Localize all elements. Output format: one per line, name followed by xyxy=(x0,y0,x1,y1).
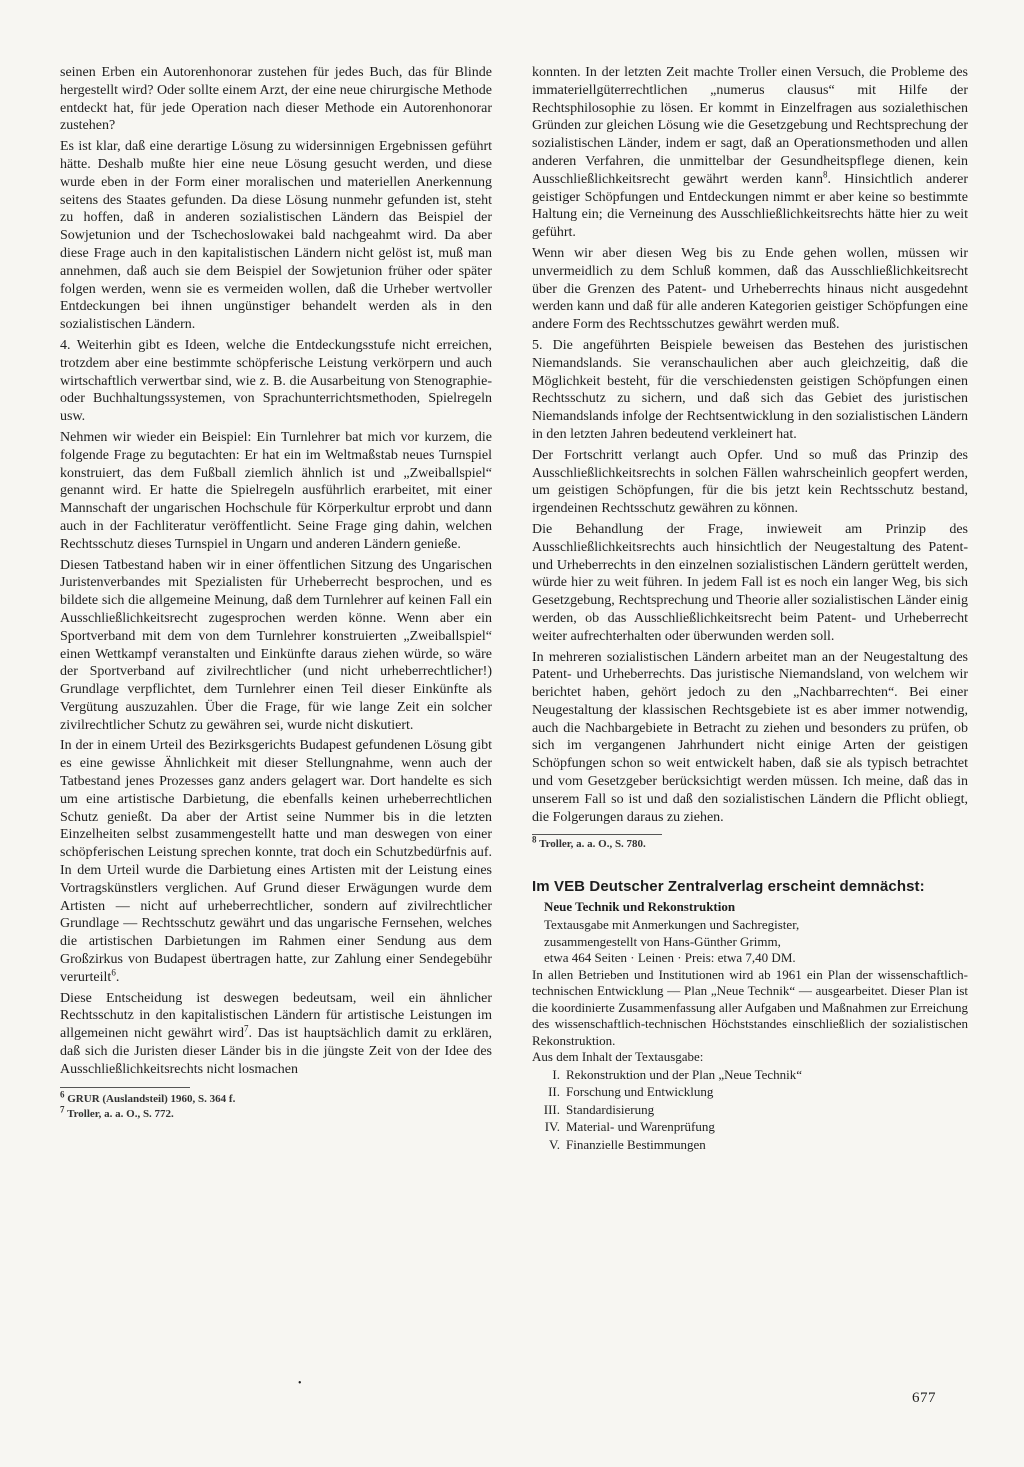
book-meta-line: zusammengestellt von Hans-Günther Grimm, xyxy=(544,933,781,949)
item-text: Forschung und Entwicklung xyxy=(566,1084,714,1100)
paragraph: Es ist klar, daß eine derartige Lösung zu widersinnigen Ergebnissen geführt hätte. Deshalb mußte hier eine neue Lösung gesucht werden, und diese wurde eben in der Form einer moralischen und materiellen Anerkennung seitens des Staates gefunden. Da diese Lösung nunmehr gefunden ist, steht zu hoffen, daß in anderen sozialistischen Ländern das Beispiel der Sowjetunion und der Tschechoslowakei bald nachgeahmt wird. Da aber diese Frage auch in den kapitalistischen Ländern nicht gelöst ist, muß man annehmen, daß auch sie dem Beispiel der Sowjetunion früher oder später folgen werden, wenn sie es vermeiden wollen, daß die Urheber wertvoller Entdeckungen bei ihnen ungünstiger behandelt werden als in den sozialistischen Ländern. xyxy=(60,139,492,333)
paragraph-text: In der in einem Urteil des Bezirksgerichts Budapest gefundenen Lösung gibt es eine gewisse Ähnlichkeit mit dieser Stellungnahme, wenn auch der Tatbestand jenes Prozesses ganz anders gelagert war. Dort handelte es sich um eine artistische Darbietung, die ebenfalls keinen urheberrechtlichen Schutz genießt. Da aber der Artist seine Nummer bis in die letzten Einzelheiten selbst zusammengestellt hatte und man deswegen von einer schöpferischen Leistung sprechen konnte, trat doch ein Schutzbedürfnis auf. In dem Urteil wurde die Darbietung eines Artisten mit der Leistung eines Vortragskünstlers verglichen. Auf Grund dieser Erwägungen wurde dem Artisten — nicht auf urheberrechtlicher, sondern auf zivilrechtlicher Grundlage — Rechtsschutz gewährt und das ungarische Fernsehen, welches die artistischen Darbietungen im Rahmen einer Sendung aus dem Großzirkus von Budapest übertragen hatte, zur Zahlung einer Sendegebühr verurteilt xyxy=(60,738,492,985)
paragraph-end: . xyxy=(115,969,120,985)
publisher-advertisement xyxy=(532,878,968,1153)
footnote-number: 8 xyxy=(532,834,537,845)
footnote-mark: 8 xyxy=(823,169,828,180)
footnote-mark: 6 xyxy=(111,967,116,978)
paragraph: 4. Weiterhin gibt es Ideen, welche die Entdeckungsstufe nicht erreichen, trotzdem aber eine bestimmte schöpferische Leistung verkörpern und auch wirtschaftlich verwertbar sind, wie z. B. die Ausarbeitung von Stenographie- oder Buchhaltungssystemen, von Sprachunterrichtsmethoden, Spielregeln usw. xyxy=(60,337,492,425)
contents-item xyxy=(532,1136,968,1154)
footnote xyxy=(60,1103,492,1122)
item-number: IV. xyxy=(544,1119,560,1135)
print-mark: • xyxy=(298,1378,302,1389)
paragraph: Wenn wir aber diesen Weg bis zu Ende gehen wollen, müssen wir unvermeidlich zu dem Schluß kommen, daß das Ausschließlichkeitsrecht über die Grenzen des Patent- und Urheberrechts hinaus nicht ausgedehnt werden kann und daß für alle anderen Kategorien geistiger Schöpfungen eine andere Form des Rechtsschutzes gewährt werden muß. xyxy=(532,245,968,333)
paragraph: Die Behandlung der Frage, inwieweit am Prinzip des Ausschließlichkeitsrechts auch hinsichtlich der Neugestaltung des Patent- und Urheberrechts in den einzelnen sozialistischen Ländern gerüttelt werden, würde hier zu weit führen. In jedem Fall ist es noch ein langer Weg, bis sich Gesetzgebung, Rechtsprechung und Theorie aller sozialistischen Länder einig werden, ob das Ausschließlichkeitsrecht beim Patent- und Urheberrecht weiter aufrechterhalten oder überwunden werden soll. xyxy=(532,521,968,644)
footnote-mark: 7 xyxy=(243,1023,249,1034)
left-column xyxy=(60,64,492,1122)
book-title: Neue Technik und Rekonstruktion xyxy=(544,899,736,915)
item-text: Material- und Warenprüfung xyxy=(566,1119,715,1135)
footnote-text: Troller, a. a. O., S. 780. xyxy=(539,838,646,851)
right-column xyxy=(532,64,968,1153)
paragraph: Diesen Tatbestand haben wir in einer öffentlichen Sitzung des Ungarischen Juristenverbandes mit Spezialisten für Urheberrecht besprochen, und es bildete sich die allgemeine Meinung, daß dem Turnlehrer auf keinen Fall ein Ausschließlichkeitsrecht zugesprochen werden könne. Wenn aber ein Sportverband mit dem von dem Turnlehrer konstruierten „Zweiballspiel“ einen Wettkampf veranstalten und Einkünfte daraus ziehen würde, so wäre der Sportverband auf zivilrechtlicher (und nicht urheberrechtlicher!) Grundlage verpflichtet, dem Turnlehrer einen Teil dieser Einkünfte als Vergütung auszuzahlen. Über die Frage, für wie lange Zeit ein solcher zivilrechtlicher Schutz zu gewähren sei, wurde nicht diskutiert. xyxy=(60,557,492,733)
paragraph: In mehreren sozialistischen Ländern arbeitet man an der Neugestaltung des Patent- und Urheberrechts. Das juristische Niemandsland, von welchem wir berichtet haben, gehört jedoch zu den „Nachbarrechten“. Bei einer Neugestaltung der klassischen Rechtsgebiete ist es aber immer notwendig, auch die Nachbargebiete in Betracht zu ziehen und besonders zu prüfen, ob sich im vergangenen Jahrhundert nicht einige Arten der geistigen Schöpfungen schon so weit entwickelt haben, daß sie als typisch betrachtet und vom Gesetzgeber berücksichtigt werden müssen. Ich meine, daß das in unserem Fall so ist und daß den sozialistischen Ländern die Pflicht obliegt, die Folgerungen daraus zu ziehen. xyxy=(532,649,968,825)
footnote-number: 6 xyxy=(60,1088,65,1099)
ad-description: In allen Betrieben und Institutionen wird ab 1961 ein Plan der wissenschaftlich-technischen Entwicklung — Plan „Neue Technik“ — ausgearbeitet. Dieser Plan ist die koordinierte Zusammenfassung aller Aufgaben und Maßnahmen zur Erreichung des wissenschaftlich-technischen Höchststandes einschließlich der sozialistischen Rekonstruktion. xyxy=(532,966,968,1048)
item-number: III. xyxy=(543,1101,560,1117)
paragraph: seinen Erben ein Autorenhonorar zustehen für jedes Buch, das für Blinde hergestellt wird? Oder sollte einem Arzt, der eine neue chirurgische Methode entdeckt hat, für jede Operation nach dieser Methode ein Autorenhonorar zustehen? xyxy=(60,65,492,134)
page-number: 677 xyxy=(912,1390,936,1406)
paragraph-text: . Das ist hauptsächlich damit zu erklären, daß sich die Juristen dieser Länder bis in die jüngste Zeit von der Idee des Ausschließlichkeitsrechts nicht losmachen xyxy=(60,1026,492,1077)
contents-item xyxy=(532,1101,968,1119)
item-text: Rekonstruktion und der Plan „Neue Technik“ xyxy=(566,1066,803,1082)
item-text: Standardisierung xyxy=(566,1101,655,1117)
book-meta-line: etwa 464 Seiten · Leinen · Preis: etwa 7,40 DM. xyxy=(544,950,796,966)
contents-item xyxy=(532,1083,968,1101)
item-number: II. xyxy=(548,1084,560,1100)
paragraph-with-footnote xyxy=(60,990,492,1079)
footnote-divider xyxy=(532,834,662,835)
ad-headline: Im VEB Deutscher Zentralverlag erscheint demnächst: xyxy=(532,878,925,896)
paragraph-with-footnote xyxy=(532,64,968,242)
footnote-text: Troller, a. a. O., S. 772. xyxy=(67,1107,174,1120)
item-number: I. xyxy=(552,1066,560,1082)
paragraph-text: konnten. In der letzten Zeit machte Troller einen Versuch, die Probleme des immateriellgüterrechtlichen „numerus clausus“ mit Hilfe der Rechtsphilosophie zu lösen. Er kommt in Einzelfragen aus sozialethischen Gründen zur gleichen Lösung wie die Gesetzgebung und Rechtsprechung der sozialistischen Länder, indem er sagt, daß an Operationsmethoden und allen anderen Verfahren, die unmittelbar der Gesundheitspflege dienen, kein Ausschließlichkeitsrecht gewährt werden kann xyxy=(532,65,968,187)
footnote xyxy=(532,834,968,852)
contents-item xyxy=(532,1118,968,1136)
paragraph-text: Diese Entscheidung ist deswegen bedeutsam, weil ein ähnlicher Rechtsschutz in den kapitalistischen Ländern für artistische Leistungen im allgemeinen nicht gewährt wird xyxy=(60,990,492,1042)
footnote-number: 7 xyxy=(60,1103,65,1114)
item-text: Finanzielle Bestimmungen xyxy=(566,1136,706,1152)
paragraph-with-footnote xyxy=(60,737,492,986)
paragraph-text: . Hinsichtlich anderer geistiger Schöpfungen und Entdeckungen nimmt er aber keine so bestimmte Haltung ein; die Verneinung des Ausschließlichkeitsrechts hätte hier zu weit geführt. xyxy=(532,171,968,241)
contents-item xyxy=(532,1066,968,1084)
contents-intro: Aus dem Inhalt der Textausgabe: xyxy=(532,1049,704,1065)
footnote-text: GRUR (Auslandsteil) 1960, S. 364 f. xyxy=(67,1092,236,1105)
contents-list xyxy=(532,1066,968,1154)
footnote-divider xyxy=(60,1087,190,1088)
footnote xyxy=(60,1088,492,1107)
paragraph: Der Fortschritt verlangt auch Opfer. Und so muß das Prinzip des Ausschließlichkeitsrechts in solchen Fällen wahrscheinlich geopfert werden, um geistigen Schöpfungen, für die bis jetzt kein Rechtsschutz bestand, irgendeinen Rechtsschutz gewähren zu können. xyxy=(532,447,968,517)
paragraph: 5. Die angeführten Beispiele beweisen das Bestehen des juristischen Niemandslands. Sie veranschaulichen aber auch gleichzeitig, daß die Möglichkeit besteht, für die verschiedensten geistigen Schöpfungen einen Rechtsschutz zu sichern, und daß sich das Gebiet des juristischen Niemandslands infolge der Rechtsentwicklung in den sozialistischen Ländern in den letzten Jahren bedeutend verkleinert hat. xyxy=(532,337,968,442)
paragraph: Nehmen wir wieder ein Beispiel: Ein Turnlehrer bat mich vor kurzem, die folgende Frage zu begutachten: Er hat ein im Weltmaßstab neues Turnspiel konstruiert, das dem Fußball ziemlich ähnlich ist und „Zweiballspiel“ genannt wird. Er hatte die Spielregeln ausführlich erarbeitet, mit einer Mannschaft der ungarischen Hochschule für Körperkultur erprobt und dann auch in der Fachliteratur veröffentlicht. Seine Frage ging dahin, welchen Rechtsschutz dieses Turnspiel in Ungarn und anderen Ländern genieße. xyxy=(60,429,492,552)
book-meta-line: Textausgabe mit Anmerkungen und Sachregister, xyxy=(544,917,800,933)
item-number: V. xyxy=(549,1136,560,1152)
